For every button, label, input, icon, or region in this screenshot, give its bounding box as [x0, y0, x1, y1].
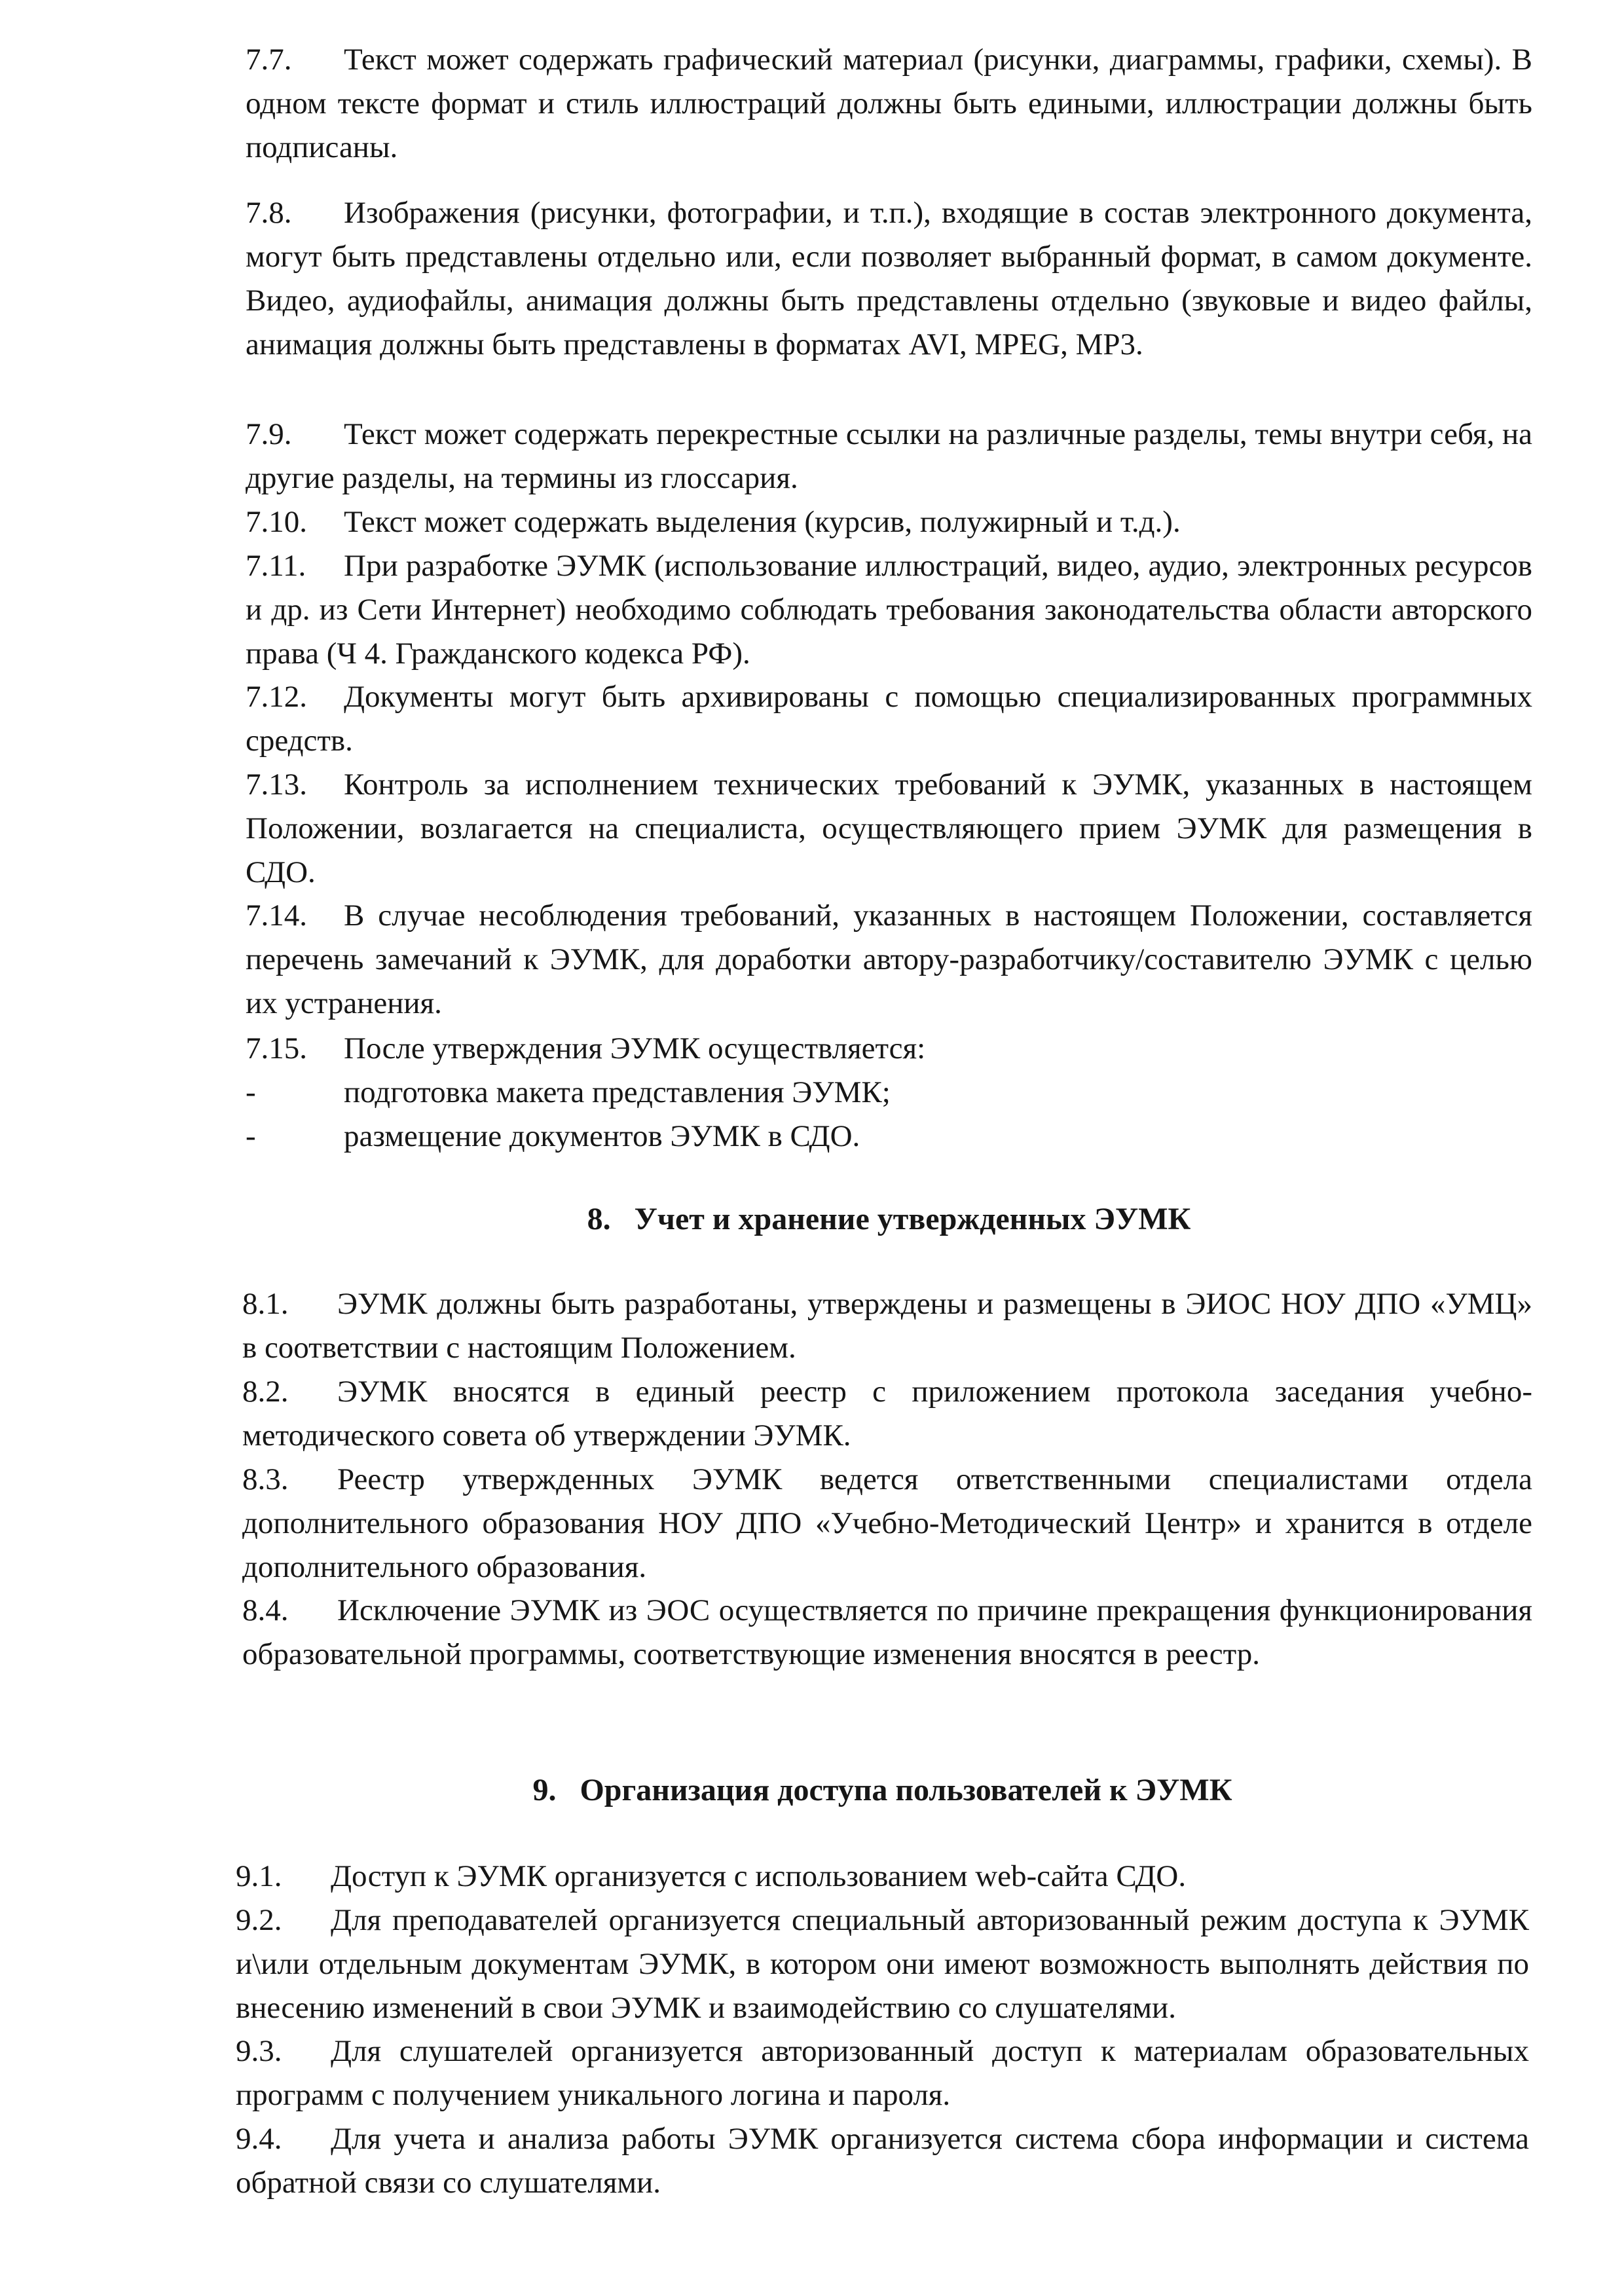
item-7-13 [246, 763, 1532, 895]
item-text: В случае несоблюдения требований, указанных в настоящем Положении, составляется перечень замечаний к ЭУМК, для доработки автору-разработчику/составителю ЭУМК с целью их устранения. [246, 898, 1532, 1020]
item-number: 7.9. [246, 417, 292, 451]
item-number: 9.3. [236, 2034, 282, 2068]
item-7-11 [246, 544, 1532, 676]
item-number: 8.4. [242, 1593, 289, 1627]
item-text: При разработке ЭУМК (использование иллюстраций, видео, аудио, электронных ресурсов и др. из Сети Интернет) необходимо соблюдать требования законодательства области авторского права (Ч 4. Гражданского кодекса РФ). [246, 549, 1532, 671]
item-text: Реестр утвержденных ЭУМК ведется ответственными специалистами отдела дополнительного образования НОУ ДПО «Учебно-Методический Центр» и хранится в отделе дополнительного образования. [242, 1462, 1532, 1584]
bullet-item [246, 1115, 1532, 1158]
item-7-14 [246, 894, 1532, 1026]
item-text: После утверждения ЭУМК осуществляется: [344, 1031, 926, 1065]
item-7-7 [246, 38, 1532, 170]
item-number: 8.1. [242, 1287, 289, 1321]
item-text: ЭУМК вносятся в единый реестр с приложением протокола заседания учебно-методического совета об утверждении ЭУМК. [242, 1375, 1532, 1453]
item-number: 7.14. [246, 898, 307, 933]
item-number: 7.10. [246, 505, 307, 539]
item-number: 7.8. [246, 196, 292, 230]
item-9-3 [236, 2029, 1529, 2117]
item-number: 7.12. [246, 680, 307, 714]
section-9-heading: 9. Организация доступа пользователей к ЭУМК [532, 1773, 1232, 1807]
item-text: ЭУМК должны быть разработаны, утверждены и размещены в ЭИОС НОУ ДПО «УМЦ» в соответствии с настоящим Положением. [242, 1287, 1532, 1365]
item-8-4 [242, 1589, 1532, 1676]
item-9-2 [236, 1898, 1529, 2030]
item-text: размещение документов ЭУМК в СДО. [344, 1119, 860, 1153]
item-number: 7.7. [246, 43, 292, 77]
item-8-1 [242, 1282, 1532, 1370]
item-7-12 [246, 675, 1532, 763]
item-8-2 [242, 1370, 1532, 1458]
item-text: Изображения (рисунки, фотографии, и т.п.), входящие в состав электронного документа, могут быть представлены отдельно или, если позволяет выбранный формат, в самом документе. Видео, аудиофайлы, анимация должны быть представлены отдельно (звуковые и видео файлы, анимация должны быть представлены в форматах AVI, MPEG, MP3. [246, 196, 1532, 361]
item-number: 7.13. [246, 768, 307, 802]
item-text: Для слушателей организуется авторизованный доступ к материалам образовательных программ с получением уникального логина и пароля. [236, 2034, 1529, 2112]
bullet-dash: - [246, 1075, 256, 1109]
item-7-8 [246, 191, 1532, 367]
item-number: 8.2. [242, 1375, 289, 1409]
item-text: Текст может содержать графический материал (рисунки, диаграммы, графики, схемы). В одном тексте формат и стиль иллюстраций должны быть едиными, иллюстрации должны быть подписаны. [246, 43, 1532, 164]
item-text: Для преподавателей организуется специальный авторизованный режим доступа к ЭУМК и\или отдельным документам ЭУМК, в котором они имеют возможность выполнять действия по внесению изменений в свои ЭУМК и взаимодействию со слушателями. [236, 1903, 1529, 2025]
item-7-15 [246, 1027, 1532, 1071]
item-text: Документы могут быть архивированы с помощью специализированных программных средств. [246, 680, 1532, 758]
item-number: 9.2. [236, 1903, 282, 1937]
item-number: 8.3. [242, 1462, 289, 1496]
item-text: Контроль за исполнением технических требований к ЭУМК, указанных в настоящем Положении, возлагается на специалиста, осуществляющего прием ЭУМК для размещения в СДО. [246, 768, 1532, 889]
item-text: Для учета и анализа работы ЭУМК организуется система сбора информации и система обратной связи со слушателями. [236, 2122, 1529, 2200]
item-text: подготовка макета представления ЭУМК; [344, 1075, 891, 1109]
bullet-item [246, 1071, 1532, 1115]
item-text: Текст может содержать перекрестные ссылки на различные разделы, темы внутри себя, на другие разделы, на термины из глоссария. [246, 417, 1532, 495]
item-7-10 [246, 500, 1532, 544]
item-text: Доступ к ЭУМК организуется с использованием web-сайта СДО. [331, 1859, 1187, 1893]
item-number: 7.11. [246, 549, 306, 583]
item-7-9 [246, 413, 1532, 500]
item-text: Текст может содержать выделения (курсив, полужирный и т.д.). [344, 505, 1181, 539]
item-number: 7.15. [246, 1031, 307, 1065]
bullet-dash: - [246, 1119, 256, 1153]
item-number: 9.4. [236, 2122, 282, 2156]
item-text: Исключение ЭУМК из ЭОС осуществляется по причине прекращения функционирования образовательной программы, соответствующие изменения вносятся в реестр. [242, 1593, 1532, 1671]
item-8-3 [242, 1458, 1532, 1589]
section-8-heading: 8. Учет и хранение утвержденных ЭУМК [587, 1202, 1191, 1236]
item-9-1 [236, 1855, 1529, 1898]
item-9-4 [236, 2117, 1529, 2205]
item-number: 9.1. [236, 1859, 282, 1893]
